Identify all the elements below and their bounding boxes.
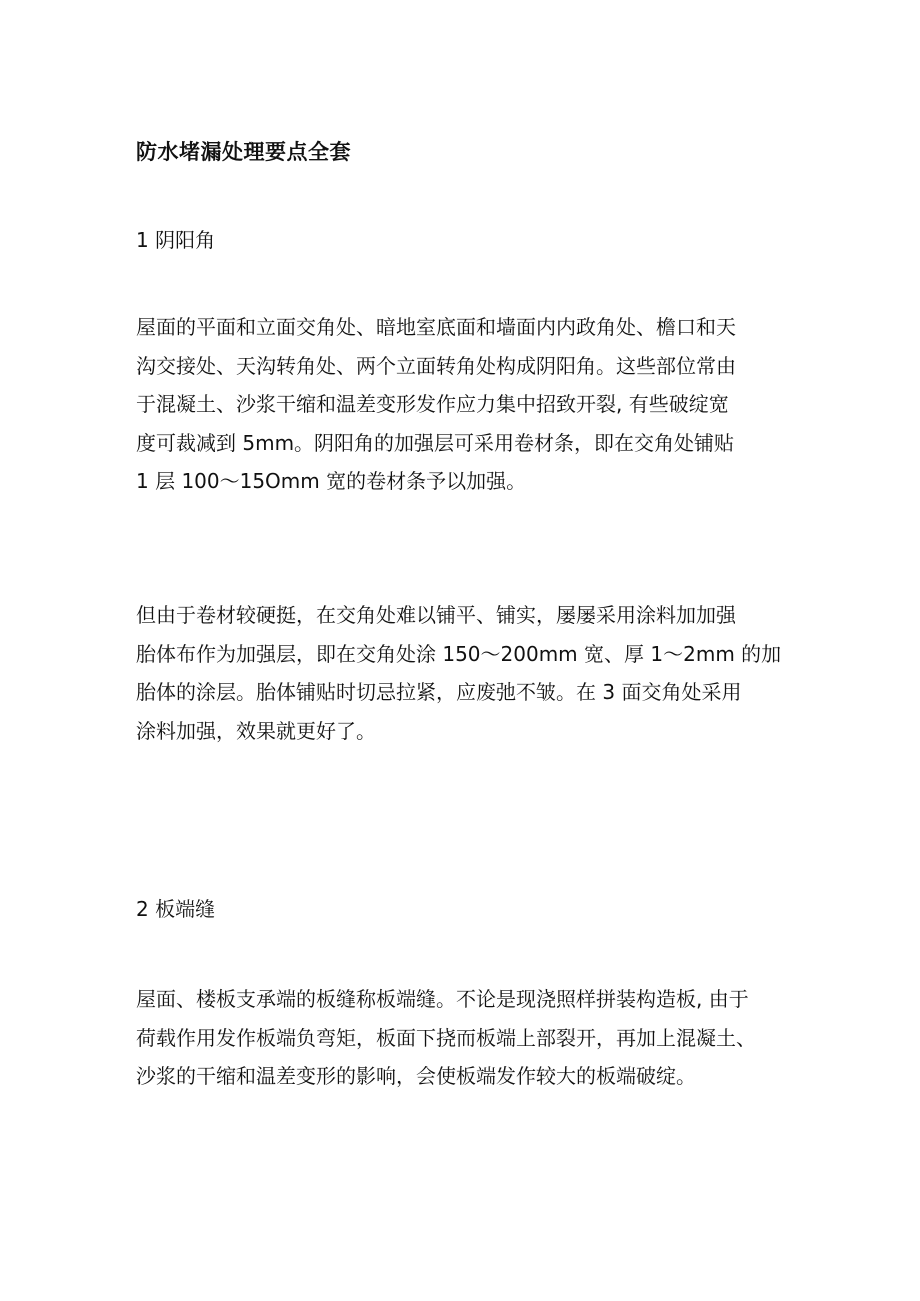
paragraph-line: 1 层 100～15Omm 宽的卷材条予以加强。 (136, 469, 527, 493)
paragraph-line: 屋面、楼板支承端的板缝称板端缝。不论是现浇照样拼装构造板, 由于 (136, 987, 749, 1011)
document-title: 防水堵漏处理要点全套 (136, 140, 351, 164)
paragraph-line: 沙浆的干缩和温差变形的影响，会使板端发作较大的板端破绽。 (136, 1064, 696, 1088)
paragraph-line: 屋面的平面和立面交角处、暗地室底面和墙面内内政角处、檐口和天 (136, 315, 736, 339)
paragraph (136, 308, 816, 501)
paragraph-line: 于混凝土、沙浆干缩和温差变形发作应力集中招致开裂, 有些破绽宽 (136, 392, 729, 416)
paragraph-line: 度可裁减到 5mm。阴阳角的加强层可采用卷材条，即在交角处铺贴 (136, 430, 735, 455)
paragraph-line: 但由于卷材较硬挺，在交角处难以铺平、铺实，屡屡采用涂料加加强 (136, 603, 736, 627)
paragraph-line: 胎体的涂层。胎体铺贴时切忌拉紧，应废弛不皱。在 3 面交角处采用 (136, 680, 742, 704)
paragraph-line: 胎体布作为加强层，即在交角处涂 150～200mm 宽、厚 1～2mm 的加 (136, 641, 782, 666)
paragraph (136, 596, 816, 750)
paragraph-line: 沟交接处、天沟转角处、两个立面转角处构成阴阳角。这些部位常由 (136, 353, 736, 378)
section-heading-yin-yang-corner: 1 阴阳角 (136, 228, 216, 252)
paragraph (136, 980, 816, 1096)
paragraph-line: 涂料加强，效果就更好了。 (136, 718, 376, 743)
paragraph-line: 荷载作用发作板端负弯矩，板面下挠而板端上部裂开，再加上混凝土、 (136, 1025, 756, 1050)
section-heading-slab-end-joint: 2 板端缝 (136, 897, 216, 921)
